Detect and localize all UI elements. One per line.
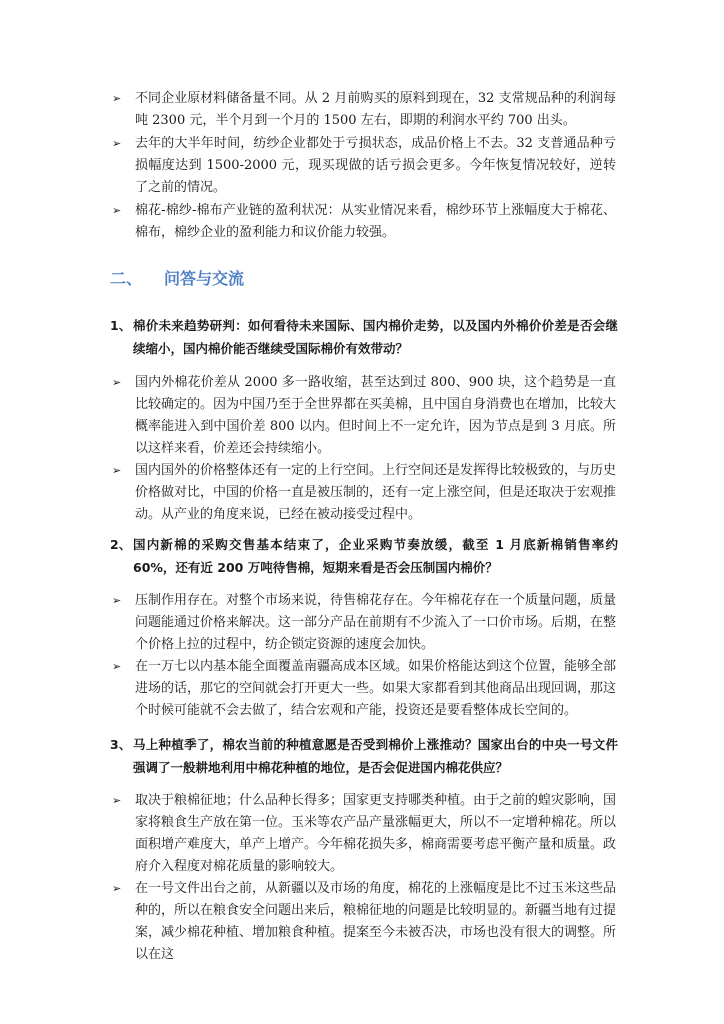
arrow-bullet-icon: ➢ <box>112 92 122 105</box>
arrow-bullet-icon: ➢ <box>112 464 122 477</box>
section-number: 二、 <box>110 269 143 288</box>
answer-text: 国内国外的价格整体还有一定的上行空间。上行空间还是发挥得比较极致的，与历史价格做对比，中国的价格一直是被压制的，还有一定上涨空间，但是还取决于宏观推动。从产业的角度来说，已经在被动接受过程中。 <box>135 463 617 522</box>
arrow-bullet-icon: ➢ <box>112 376 122 389</box>
arrow-bullet-icon: ➢ <box>112 137 122 150</box>
arrow-bullet-icon: ➢ <box>112 594 122 607</box>
arrow-bullet-icon: ➢ <box>112 204 122 217</box>
answer-text: 取决于粮棉征地；什么品种长得多；国家更支持哪类种植。由于之前的蝗灾影响，国家将粮食生产放在第一位。玉米等农产品产量涨幅更大，所以不一定增种棉花。所以面积增产难度大，单产上增产。今年棉花损失多，棉商需要考虑平衡产量和质量。政府介入程度对棉花质量的影响较大。 <box>135 793 617 874</box>
question-2 <box>110 533 618 579</box>
question-number: 1、 <box>110 318 132 333</box>
bullet-item <box>112 200 616 244</box>
bullet-text: 不同企业原材料储备量不同。从 2 月前购买的原料到现在，32 支常规品种的利润每吨 2300 元，半个月到一个月的 1500 左右，即期的利润水平约 700 出头。 <box>135 91 616 128</box>
answer-item <box>112 590 616 656</box>
question-number: 3、 <box>110 737 132 752</box>
section-heading <box>110 266 244 289</box>
bullet-text: 棉花-棉纱-棉布产业链的盈利状况：从实业情况来看，棉纱环节上涨幅度大于棉花、棉布，棉纱企业的盈利能力和议价能力较强。 <box>135 203 616 240</box>
question-text: 马上种植季了，棉农当前的种植意愿是否受到棉价上涨推动？国家出台的中央一号文件强调了一般耕地利用中棉花种植的地位，是否会促进国内棉花供应？ <box>133 737 618 775</box>
question-3 <box>110 733 618 779</box>
bullet-item <box>112 88 616 132</box>
answer-item <box>112 460 616 526</box>
question-text: 棉价未来趋势研判：如何看待未来国际、国内棉价走势，以及国内外棉价价差是否会继续缩小，国内棉价能否继续受国际棉价有效带动？ <box>133 318 618 356</box>
answer-item <box>112 372 616 460</box>
bullet-item <box>112 133 616 199</box>
answer-text: 国内外棉花价差从 2000 多一路收缩，甚至达到过 800、900 块，这个趋势是一直比较确定的。因为中国乃至于全世界都在买美棉，且中国自身消费也在增加，比较大概率能进入到中国价差 800 以内。但时间上不一定允许，因为节点是到 3 月底。所以这样来看，价差还会持续缩小。 <box>135 375 617 456</box>
answer-item <box>112 878 616 966</box>
question-1 <box>110 314 618 360</box>
question-number: 2、 <box>110 537 132 552</box>
answer-item <box>112 790 616 878</box>
answer-text: 在一号文件出台之前，从新疆以及市场的角度，棉花的上涨幅度是比不过玉米这些品种的，所以在粮食安全问题出来后，粮棉征地的问题是比较明显的。新疆当地有过提案，减少棉花种植、增加粮食种植。提案至今未被否决，市场也没有很大的调整。所以在这 <box>135 881 617 962</box>
answer-item <box>112 656 616 722</box>
section-title: 问答与交流 <box>164 269 245 288</box>
arrow-bullet-icon: ➢ <box>112 660 122 673</box>
answer-text: 在一万七以内基本能全面覆盖南疆高成本区域。如果价格能达到这个位置，能够全部进场的话，那它的空间就会打开更大一些。如果大家都看到其他商品出现回调，那这个时候可能就不会去做了，结合宏观和产能，投资还是要看整体成长空间的。 <box>135 659 617 718</box>
question-text: 国内新棉的采购交售基本结束了，企业采购节奏放缓，截至 1 月底新棉销售率约 60%，还有近 200 万吨待售棉，短期来看是否会压制国内棉价？ <box>133 537 618 575</box>
arrow-bullet-icon: ➢ <box>112 882 122 895</box>
arrow-bullet-icon: ➢ <box>112 794 122 807</box>
bullet-text: 去年的大半年时间，纺纱企业都处于亏损状态，成品价格上不去。32 支普通品种亏损幅度达到 1500-2000 元，现买现做的话亏损会更多。今年恢复情况较好，逆转了之前的情况。 <box>135 136 616 195</box>
answer-text: 压制作用存在。对整个市场来说，待售棉花存在。今年棉花存在一个质量问题，质量问题能通过价格来解决。这一部分产品在前期有不少流入了一口价市场。后期，在整个价格上拉的过程中，纺企锁定资源的速度会加快。 <box>135 593 617 652</box>
